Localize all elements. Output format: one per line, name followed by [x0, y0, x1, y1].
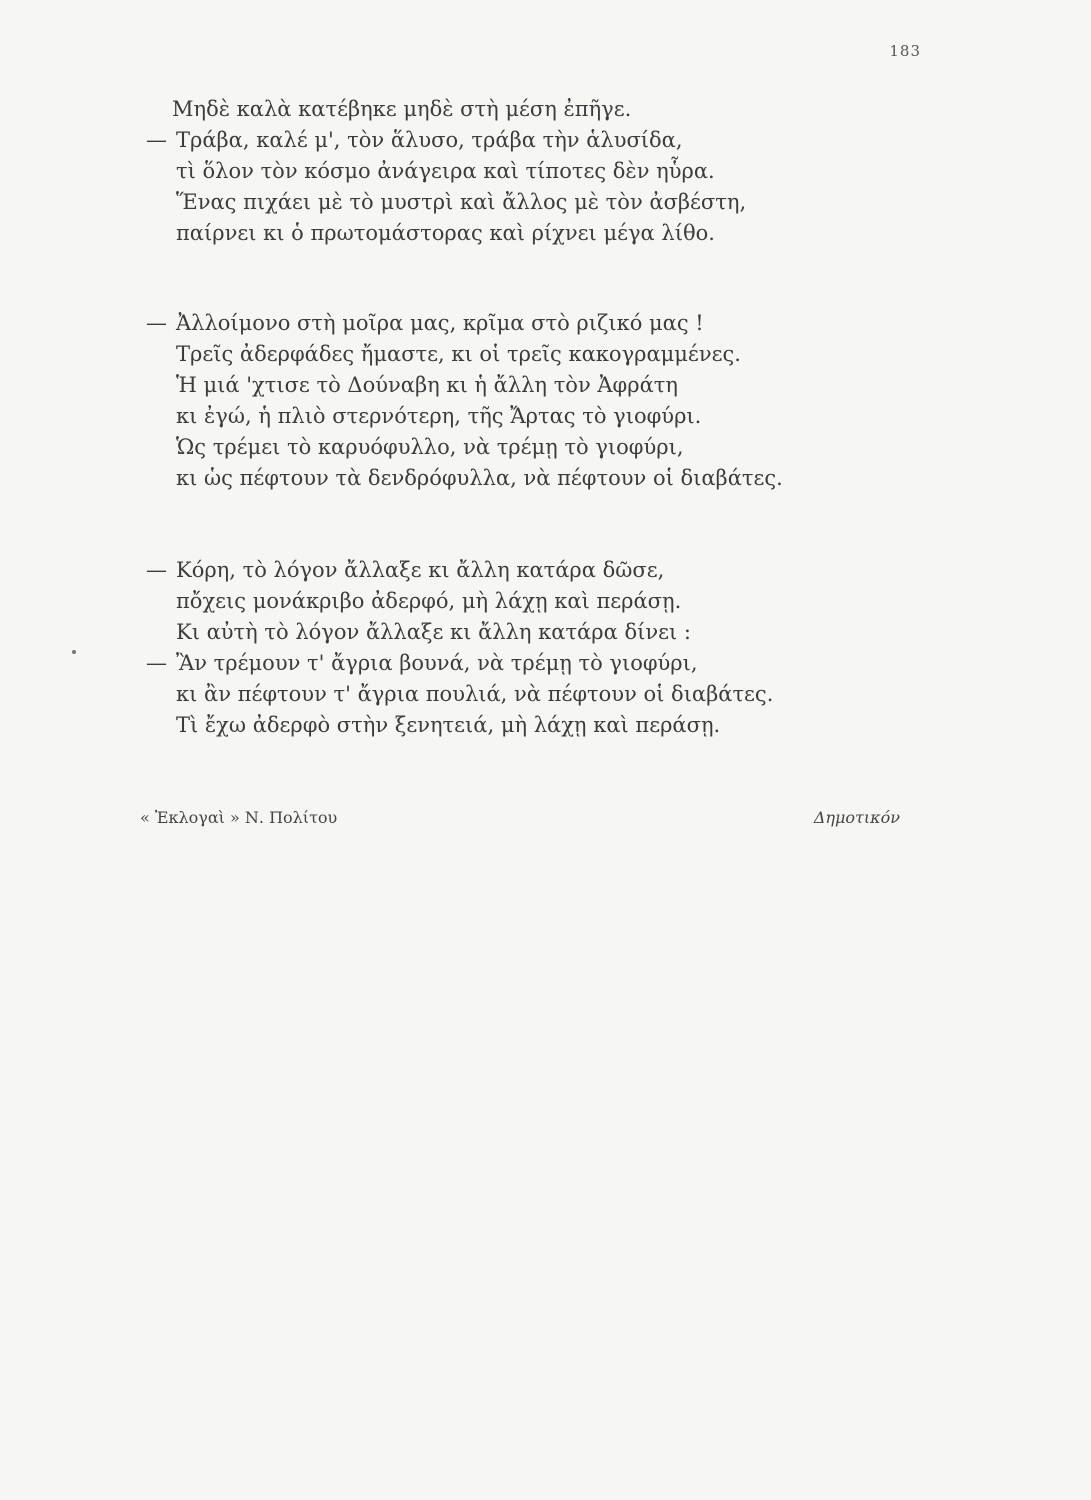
dialogue-dash: —	[146, 651, 167, 675]
verse-line	[140, 94, 960, 125]
verse-line	[140, 586, 960, 617]
verse-line	[140, 370, 960, 401]
verse-line	[140, 555, 960, 586]
verse-line	[140, 156, 960, 187]
verse-line	[140, 125, 960, 156]
verse-text: Μηδὲ καλὰ κατέβηκε μηδὲ στὴ μέση ἐπῆγε.	[172, 97, 632, 121]
attribution: Δημοτικόν	[813, 808, 900, 827]
dialogue-dash: —	[146, 311, 167, 335]
stanza-2	[140, 308, 960, 494]
verse-text: Ἡ μιά 'χτισε τὸ Δούναβη κι ἡ ἄλλη τὸν Ἀφράτη	[176, 373, 678, 397]
stanza-1	[140, 94, 960, 249]
verse-text: παίρνει κι ὁ πρωτομάστορας καὶ ρίχνει μέγα λίθο.	[176, 221, 715, 245]
verse-text: Ἀλλοίμονο στὴ μοῖρα μας, κρῖμα στὸ ριζικό μας !	[176, 311, 704, 335]
verse-line	[140, 187, 960, 218]
verse-text: Τράβα, καλέ μ', τὸν ἅλυσο, τράβα τὴν ἁλυσίδα,	[176, 128, 683, 152]
source-citation: « Ἐκλογαὶ » Ν. Πολίτου	[140, 808, 338, 827]
dialogue-dash: —	[146, 128, 167, 152]
verse-line	[140, 463, 960, 494]
verse-line	[140, 648, 960, 679]
verse-text: πὄχεις μονάκριβο ἀδερφό, μὴ λάχῃ καὶ περάσῃ.	[176, 589, 682, 613]
verse-line	[140, 679, 960, 710]
verse-text: Κόρη, τὸ λόγον ἄλλαξε κι ἄλλη κατάρα δῶσε,	[176, 558, 665, 582]
verse-text: τὶ ὅλον τὸν κόσμο ἀνάγειρα καὶ τίποτες δὲν ηὗρα.	[176, 159, 715, 183]
verse-text: Κι αὐτὴ τὸ λόγον ἄλλαξε κι ἄλλη κατάρα δίνει :	[176, 620, 691, 644]
verse-text: Ἂν τρέμουν τ' ἄγρια βουνά, νὰ τρέμῃ τὸ γιοφύρι,	[176, 651, 698, 675]
verse-text: Τρεῖς ἀδερφάδες ἤμαστε, κι οἱ τρεῖς κακογραμμένες.	[176, 342, 741, 366]
print-speck	[72, 650, 76, 654]
verse-text: Ὡς τρέμει τὸ καρυόφυλλο, νὰ τρέμῃ τὸ γιοφύρι,	[176, 435, 684, 459]
verse-line	[140, 339, 960, 370]
verse-line	[140, 218, 960, 249]
verse-line	[140, 432, 960, 463]
page-number: 183	[889, 42, 921, 60]
verse-text: Τὶ ἔχω ἀδερφὸ στὴν ξενητειά, μὴ λάχῃ καὶ περάσῃ.	[176, 713, 721, 737]
verse-line	[140, 401, 960, 432]
dialogue-dash: —	[146, 558, 167, 582]
verse-line	[140, 710, 960, 741]
verse-line	[140, 617, 960, 648]
verse-text: κι ἐγώ, ἡ πλιὸ στερνότερη, τῆς Ἄρτας τὸ γιοφύρι.	[176, 404, 702, 428]
verse-line	[140, 308, 960, 339]
verse-text: Ἕνας πιχάει μὲ τὸ μυστρὶ καὶ ἄλλος μὲ τὸν ἀσβέστη,	[176, 190, 747, 214]
verse-text: κι ἂν πέφτουν τ' ἄγρια πουλιά, νὰ πέφτουν οἱ διαβάτες.	[176, 682, 774, 706]
stanza-3	[140, 555, 960, 741]
verse-text: κι ὡς πέφτουν τὰ δενδρόφυλλα, νὰ πέφτουν οἱ διαβάτες.	[176, 466, 783, 490]
